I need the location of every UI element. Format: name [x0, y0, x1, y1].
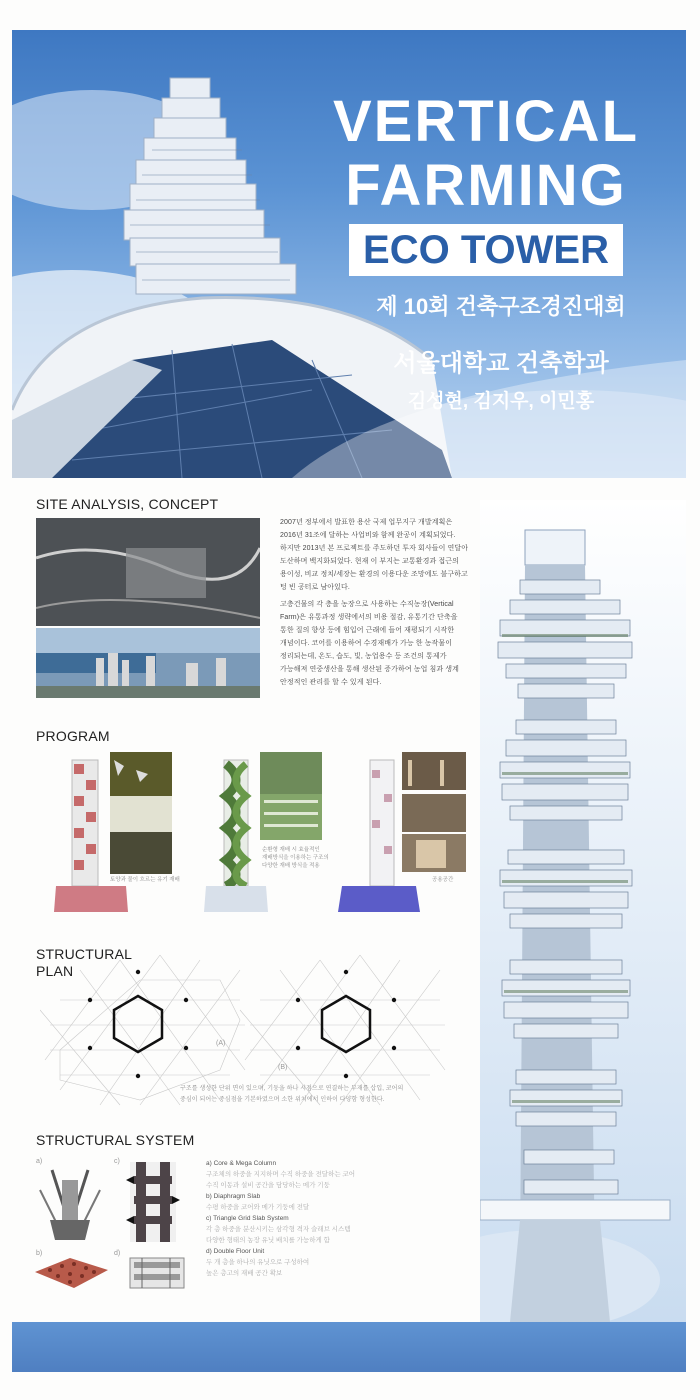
- system-item-body: 구조체의 하중을 지지하며 수직 하중을 전달하는 코어: [206, 1171, 355, 1178]
- system-item-body: 다양한 형태의 농장 유닛 배치를 가능하게 함: [206, 1237, 330, 1244]
- competition-name: 제 10회 건축구조경진대회: [376, 294, 626, 319]
- site-text-line: Farm)은 유통과정 생략에서의 비용 절감, 유통기간 단축을: [280, 614, 458, 621]
- program-diagrams: [36, 750, 476, 916]
- system-item-head: d) Double Floor Unit: [206, 1248, 265, 1255]
- program-caption-3: 공용공간: [432, 877, 454, 883]
- program-caption-2: [262, 846, 332, 870]
- authors: 김성현, 김지우, 이민홍: [407, 391, 595, 412]
- program-caption-2-line: 다양한 재배 방식을 적용: [262, 863, 320, 869]
- title-line-2: FARMING: [345, 153, 627, 218]
- site-description: [280, 516, 470, 689]
- section-program: PROGRAM: [36, 728, 110, 744]
- system-label-d: d): [114, 1250, 121, 1257]
- plan-label-a: (A): [216, 1040, 226, 1047]
- system-item-body: 높은 층고의 재배 공간 확보: [206, 1270, 283, 1277]
- plan-label-b: (B): [278, 1064, 288, 1071]
- site-text-line: 2016년 31조에 달하는 사업비와 함께 완공이 계획되었다.: [280, 532, 456, 539]
- site-text-line: 도산하며 백지화되었다. 현재 이 부지는 교통환경과 접근의: [280, 558, 460, 565]
- tower-elevation-illustration: [480, 500, 686, 1322]
- program-caption-1: 토양과 물이 흐르는 유기 재배: [110, 877, 180, 883]
- school-name: 서울대학교 건축학과: [393, 350, 609, 377]
- site-text-line: 텅 빈 공터로 남아있다.: [280, 584, 350, 591]
- structural-system-list: [206, 1158, 356, 1279]
- plan-text-line: 구조를 생성한 단위 면이 있으며, 기둥을 하나 시점으로 연결하는 부재를 삽입, 코어의: [180, 1086, 404, 1092]
- system-label-a: a): [36, 1158, 43, 1165]
- plan-description: [180, 1084, 470, 1106]
- site-text-line: 통한 질의 향상 등에 힘입어 근래에 들어 재평되기 시작한: [280, 627, 455, 634]
- site-text-line: 고층건물의 각 층을 농장으로 사용하는 수직농장(Vertical: [280, 601, 454, 608]
- system-item-head: a) Core & Mega Column: [206, 1160, 277, 1167]
- structural-plan-heading-line: STRUCTURAL: [36, 946, 133, 962]
- system-item-head: b) Diaphragm Slab: [206, 1193, 261, 1200]
- system-item-body: 수직 이동과 설비 공간을 담당하는 메가 기둥: [206, 1182, 330, 1189]
- site-text-line: 정리되는데, 온도, 습도, 빛, 농업용수 등 조건의 통제가: [280, 653, 447, 660]
- structural-system-diagrams: [30, 1150, 200, 1300]
- system-label-c: c): [114, 1158, 120, 1165]
- site-text-line: 2007년 정부에서 발표한 용산 국제 업무지구 개발계획은: [280, 519, 453, 526]
- title-line-1: VERTICAL: [333, 89, 639, 154]
- structural-plan-heading-line: PLAN: [36, 963, 74, 979]
- site-text-line: 안정적인 관리를 할 수 있게 된다.: [280, 679, 382, 686]
- system-item-body: 수평 하중을 코어와 메가 기둥에 전달: [206, 1204, 310, 1211]
- program-caption-2-line: 재배방식을 이용하는 구조의: [262, 855, 329, 861]
- site-text-line: 개념이다. 코어를 이용하여 수경재배가 가능 한 농작물이: [280, 640, 453, 647]
- system-item-body: 두 개 층을 하나의 유닛으로 구성하여: [206, 1259, 310, 1266]
- system-item-body: 각 층 하중을 분산시키는 삼각형 격자 슬래브 시스템: [206, 1226, 351, 1233]
- section-structural-system: STRUCTURAL SYSTEM: [36, 1132, 195, 1148]
- section-site-analysis: SITE ANALYSIS, CONCEPT: [36, 496, 219, 512]
- system-item-head: c) Triangle Grid Slab System: [206, 1215, 289, 1222]
- title-block: [306, 90, 666, 413]
- site-text-line: 용이성, 비교 정치/세장는 환경의 이용다운 조망에도 불구하고: [280, 571, 468, 578]
- site-text-line: 하지만 2013년 본 프로젝트를 주도하던 투자 회사들이 연달아: [280, 545, 469, 552]
- system-label-b: b): [36, 1250, 43, 1257]
- plan-text-line: 중심이 되어는 중심점을 기본하였으며 소한 위치에서 인하이 다양함 형성한다.: [180, 1097, 385, 1103]
- hero-banner: [12, 30, 686, 478]
- footer-band: [12, 1322, 686, 1372]
- subtitle-badge: ECO TOWER: [349, 224, 623, 276]
- program-caption-2-line: 순환형 재배 시 효율적인: [262, 847, 320, 853]
- site-text-line: 가능해져 연중생산을 통해 생산된 증가하여 농업 침과 생계: [280, 666, 460, 673]
- site-aerial-photos: [36, 518, 260, 698]
